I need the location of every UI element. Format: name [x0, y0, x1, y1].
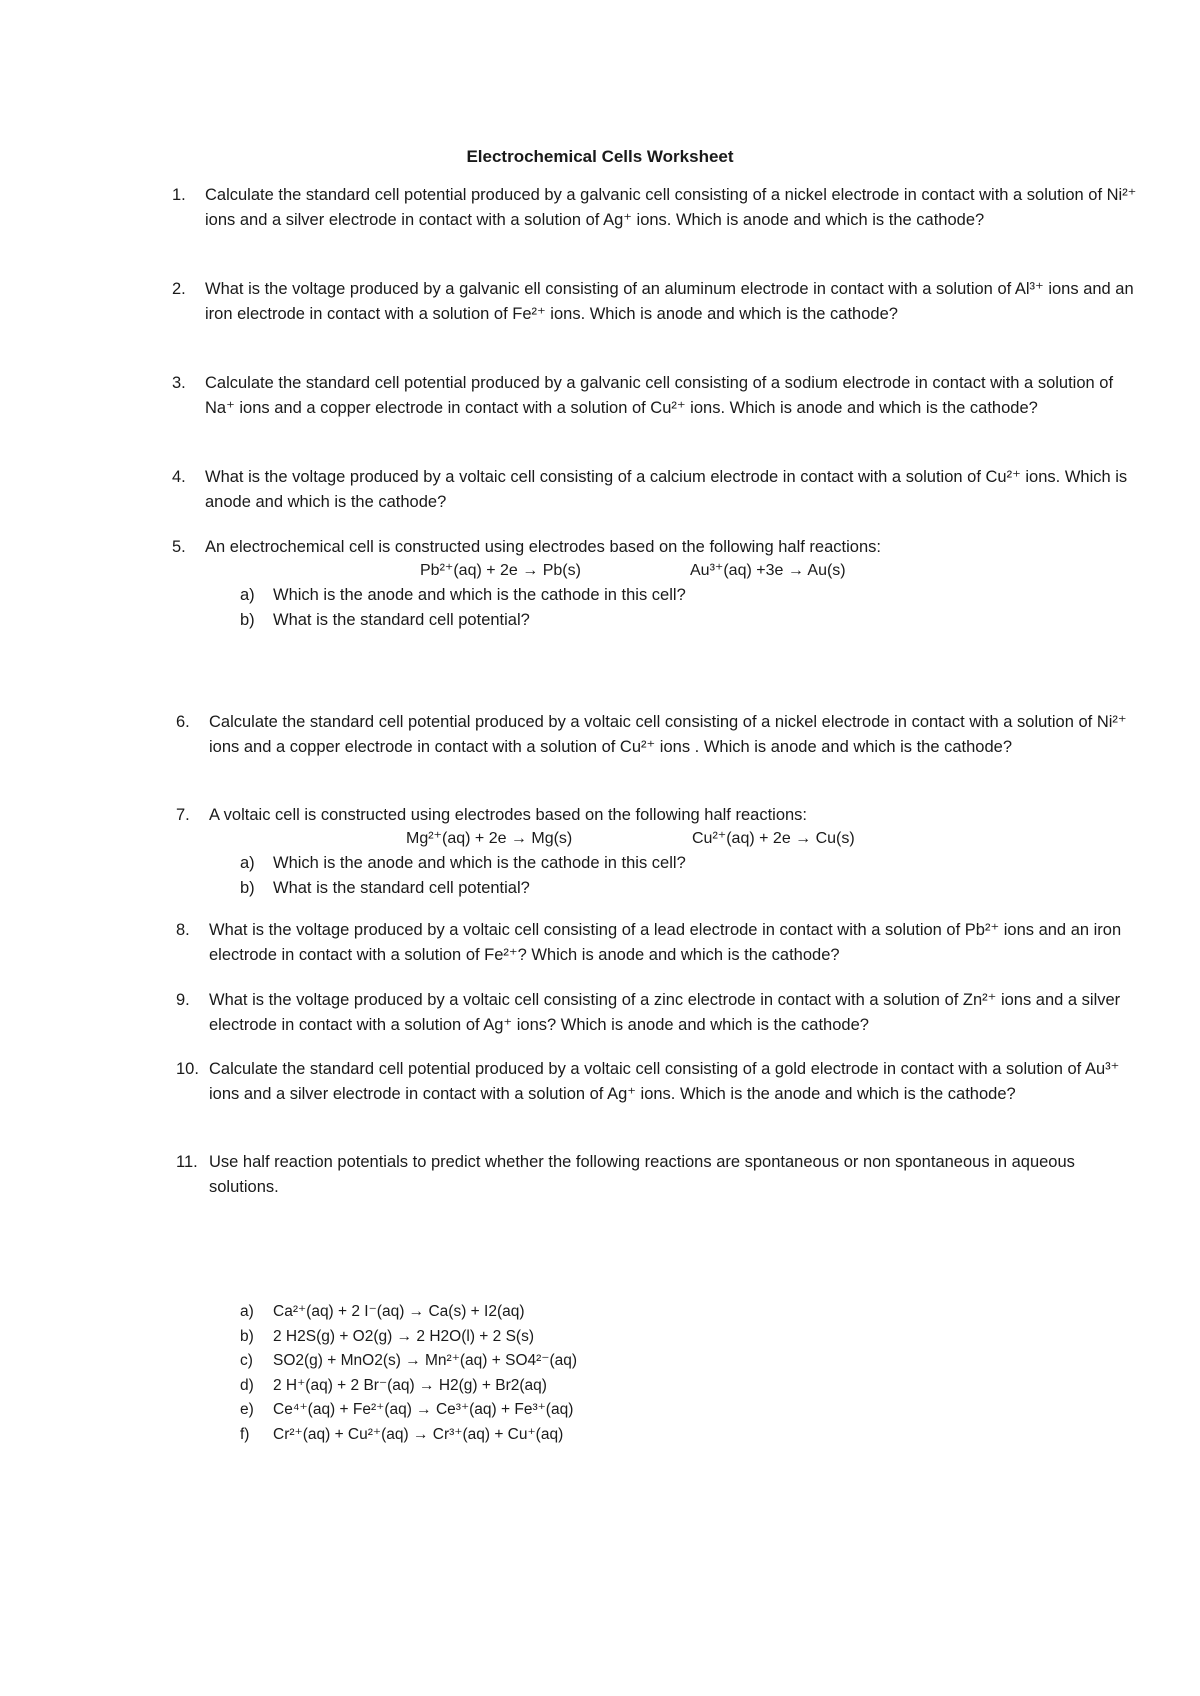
question-number: 1.: [172, 186, 186, 204]
reaction-label: d): [240, 1376, 254, 1394]
question-text: Calculate the standard cell potential produced by a voltaic cell consisting of a nickel electrode in contact with a solution of Ni²⁺ ions and a copper electrode in contact with a solution of Cu²⁺ ions . Which is anode and which is the cathode?: [209, 713, 1127, 756]
subpart-text: What is the standard cell potential?: [273, 611, 530, 629]
reaction-label: e): [240, 1401, 254, 1418]
half-reaction-2: Cu²⁺(aq) + 2e → Cu(s): [692, 830, 855, 847]
half-reaction-1: Pb²⁺(aq) + 2e → Pb(s): [420, 562, 581, 579]
subpart-label: a): [240, 586, 255, 604]
worksheet-title: Electrochemical Cells Worksheet: [466, 147, 734, 166]
question-text: What is the voltage produced by a voltaic cell consisting of a lead electrode in contact with a solution of Pb²⁺ ions and an iron electrode in contact with a solution of Fe²⁺? Which is anode and which is the cathode?: [209, 921, 1122, 964]
question-text: What is the voltage produced by a voltaic cell consisting of a zinc electrode in contact with a solution of Zn²⁺ ions and a silver electrode in contact with a solution of Ag⁺ ions? Which is anode and which is the cathode?: [209, 991, 1121, 1034]
question-number: 11.: [176, 1153, 198, 1171]
question-number: 10.: [176, 1060, 199, 1078]
question-text: Calculate the standard cell potential produced by a galvanic cell consisting of a nickel electrode in contact with a solution of Ni²⁺ ions and a silver electrode in contact with a solution of Ag⁺ ions. Which is anode and which is the cathode?: [205, 186, 1137, 229]
question-text: What is the voltage produced by a voltaic cell consisting of a calcium electrode in contact with a solution of Cu²⁺ ions. Which is anode and which is the cathode?: [205, 468, 1128, 511]
subpart-text: Which is the anode and which is the cathode in this cell?: [273, 854, 686, 872]
subpart-label: a): [240, 854, 255, 872]
question-text: Calculate the standard cell potential produced by a voltaic cell consisting of a gold electrode in contact with a solution of Au³⁺ ions and a silver electrode in contact with a solution of Ag⁺ ions. Which is the anode and which is the cathode?: [209, 1060, 1120, 1103]
question-number: 4.: [172, 468, 186, 486]
question-text: Calculate the standard cell potential produced by a galvanic cell consisting of a sodium electrode in contact with a solution of Na⁺ ions and a copper electrode in contact with a solution of Cu²⁺ ions. Which is anode and which is the cathode?: [205, 374, 1114, 417]
question-number: 9.: [176, 991, 190, 1009]
reaction-equation: 2 H⁺(aq) + 2 Br⁻(aq) → H2(g) + Br2(aq): [273, 1376, 547, 1394]
half-reaction-1: Mg²⁺(aq) + 2e → Mg(s): [406, 830, 573, 847]
question-number: 8.: [176, 921, 190, 939]
reaction-label: f): [240, 1425, 250, 1443]
reaction-equation: Ca²⁺(aq) + 2 I⁻(aq) → Ca(s) + I2(aq): [273, 1303, 525, 1320]
question-text: A voltaic cell is constructed using electrodes based on the following half reactions:: [209, 806, 808, 824]
reaction-equation: Cr²⁺(aq) + Cu²⁺(aq) → Cr³⁺(aq) + Cu⁺(aq): [273, 1425, 564, 1443]
reaction-label: b): [240, 1327, 254, 1345]
question-number: 6.: [176, 713, 190, 731]
subpart-label: b): [240, 611, 255, 629]
subpart-text: What is the standard cell potential?: [273, 879, 530, 897]
question-number: 3.: [172, 374, 186, 392]
reaction-equation: SO2(g) + MnO2(s) → Mn²⁺(aq) + SO4²⁻(aq): [273, 1352, 578, 1369]
subpart-text: Which is the anode and which is the cathode in this cell?: [273, 586, 686, 604]
question-number: 5.: [172, 538, 186, 556]
question-number: 7.: [176, 806, 190, 824]
subpart-label: b): [240, 879, 255, 897]
reaction-equation: 2 H2S(g) + O2(g) → 2 H2O(l) + 2 S(s): [273, 1327, 534, 1345]
question-text: What is the voltage produced by a galvanic ell consisting of an aluminum electrode in contact with a solution of Al³⁺ ions and an iron electrode in contact with a solution of Fe²⁺ ions. Which is anode and which is the cathode?: [205, 280, 1134, 323]
reaction-equation: Ce⁴⁺(aq) + Fe²⁺(aq) → Ce³⁺(aq) + Fe³⁺(aq): [273, 1401, 574, 1418]
half-reaction-2: Au³⁺(aq) +3e → Au(s): [690, 562, 846, 579]
question-text: An electrochemical cell is constructed using electrodes based on the following half reactions:: [205, 538, 881, 556]
question-number: 2.: [172, 280, 186, 298]
reaction-label: c): [240, 1352, 253, 1369]
reaction-label: a): [240, 1303, 254, 1320]
question-text: Use half reaction potentials to predict whether the following reactions are spontaneous or non spontaneous in aqueous solutions.: [209, 1153, 1075, 1196]
